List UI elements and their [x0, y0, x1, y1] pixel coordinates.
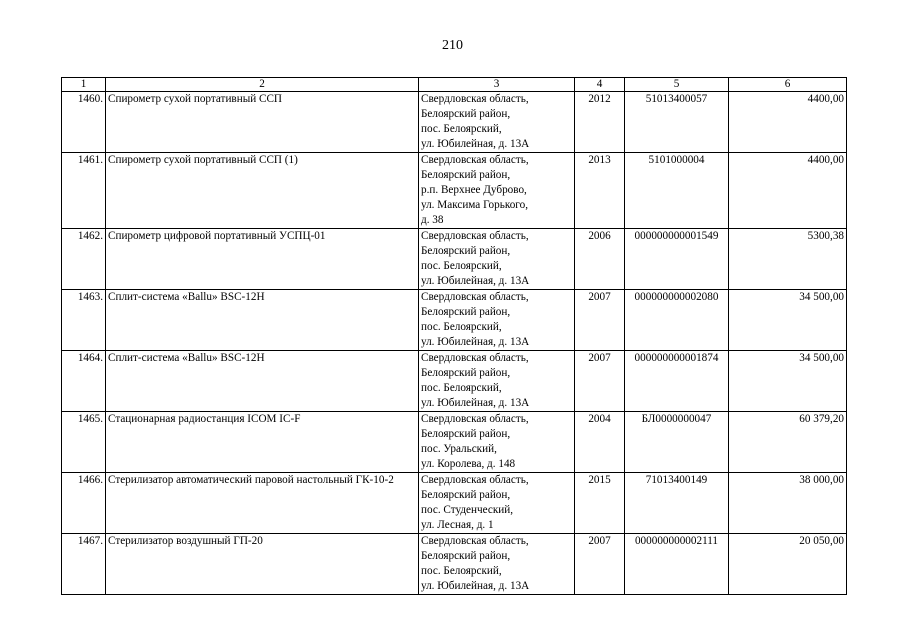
- address-line: пос. Белоярский,: [421, 123, 502, 135]
- item-cost: 4400,00: [729, 153, 847, 229]
- header-cell-1: 1: [62, 78, 106, 92]
- item-name: Стерилизатор воздушный ГП-20: [106, 534, 419, 595]
- item-name: Спирометр сухой портативный ССП: [106, 92, 419, 153]
- item-address: [419, 473, 575, 534]
- item-address: [419, 92, 575, 153]
- item-year: 2013: [575, 153, 625, 229]
- address-line: пос. Белоярский,: [421, 565, 502, 577]
- inventory-number: 5101000004: [625, 153, 729, 229]
- item-address: [419, 351, 575, 412]
- inventory-number: 000000000002111: [625, 534, 729, 595]
- inventory-number: 51013400057: [625, 92, 729, 153]
- item-name: Стационарная радиостанция ICOM IC-F: [106, 412, 419, 473]
- address-line: пос. Студенческий,: [421, 504, 514, 516]
- item-year: 2004: [575, 412, 625, 473]
- address-line: ул. Юбилейная, д. 13А: [421, 580, 530, 592]
- address-line: Свердловская область,: [421, 230, 529, 242]
- item-cost: 5300,38: [729, 229, 847, 290]
- item-cost: 4400,00: [729, 92, 847, 153]
- item-cost: 34 500,00: [729, 290, 847, 351]
- row-number: 1461.: [62, 153, 106, 229]
- table-row: [62, 473, 847, 534]
- row-number: 1460.: [62, 92, 106, 153]
- header-cell-4: 4: [575, 78, 625, 92]
- item-year: 2012: [575, 92, 625, 153]
- address-line: Белоярский район,: [421, 489, 511, 501]
- inventory-number: 000000000001549: [625, 229, 729, 290]
- address-line: пос. Белоярский,: [421, 260, 502, 272]
- address-line: Свердловская область,: [421, 474, 529, 486]
- inventory-number: 71013400149: [625, 473, 729, 534]
- table-row: [62, 290, 847, 351]
- header-cell-5: 5: [625, 78, 729, 92]
- item-name: Спирометр цифровой портативный УСПЦ-01: [106, 229, 419, 290]
- address-line: д. 38: [421, 214, 444, 226]
- address-line: ул. Юбилейная, д. 13А: [421, 336, 530, 348]
- address-line: Свердловская область,: [421, 413, 529, 425]
- item-address: [419, 534, 575, 595]
- item-year: 2007: [575, 351, 625, 412]
- item-year: 2015: [575, 473, 625, 534]
- table-row: [62, 412, 847, 473]
- address-line: Белоярский район,: [421, 108, 511, 120]
- address-line: р.п. Верхнее Дуброво,: [421, 184, 527, 196]
- address-line: Свердловская область,: [421, 352, 529, 364]
- inventory-number: 000000000002080: [625, 290, 729, 351]
- address-line: Свердловская область,: [421, 535, 529, 547]
- address-line: Свердловская область,: [421, 291, 529, 303]
- address-line: пос. Уральский,: [421, 443, 497, 455]
- table-row: [62, 229, 847, 290]
- address-line: Белоярский район,: [421, 306, 511, 318]
- address-line: Белоярский район,: [421, 367, 511, 379]
- address-line: пос. Белоярский,: [421, 382, 502, 394]
- item-address: [419, 412, 575, 473]
- address-line: ул. Юбилейная, д. 13А: [421, 397, 530, 409]
- address-line: ул. Королева, д. 148: [421, 458, 516, 470]
- table-row: [62, 351, 847, 412]
- row-number: 1463.: [62, 290, 106, 351]
- inventory-table: [61, 77, 847, 595]
- item-address: [419, 153, 575, 229]
- row-number: 1466.: [62, 473, 106, 534]
- item-cost: 34 500,00: [729, 351, 847, 412]
- address-line: ул. Юбилейная, д. 13А: [421, 138, 530, 150]
- address-line: Свердловская область,: [421, 93, 529, 105]
- row-number: 1465.: [62, 412, 106, 473]
- item-name: Сплит-система «Ballu» BSC-12H: [106, 290, 419, 351]
- item-cost: 20 050,00: [729, 534, 847, 595]
- table-row: [62, 153, 847, 229]
- header-cell-2: 2: [106, 78, 419, 92]
- address-line: ул. Максима Горького,: [421, 199, 528, 211]
- item-name: Стерилизатор автоматический паровой настольный ГК-10-2: [106, 473, 419, 534]
- header-cell-3: 3: [419, 78, 575, 92]
- item-cost: 38 000,00: [729, 473, 847, 534]
- item-address: [419, 290, 575, 351]
- item-cost: 60 379,20: [729, 412, 847, 473]
- table-row: [62, 92, 847, 153]
- address-line: ул. Юбилейная, д. 13А: [421, 275, 530, 287]
- address-line: ул. Лесная, д. 1: [421, 519, 494, 531]
- item-name: Сплит-система «Ballu» BSC-12H: [106, 351, 419, 412]
- page-number: 210: [442, 38, 463, 53]
- header-cell-6: 6: [729, 78, 847, 92]
- item-address: [419, 229, 575, 290]
- table-row: [62, 534, 847, 595]
- address-line: Белоярский район,: [421, 550, 511, 562]
- item-year: 2006: [575, 229, 625, 290]
- inventory-number: БЛ0000000047: [625, 412, 729, 473]
- address-line: Белоярский район,: [421, 169, 511, 181]
- inventory-number: 000000000001874: [625, 351, 729, 412]
- address-line: Белоярский район,: [421, 428, 511, 440]
- item-year: 2007: [575, 290, 625, 351]
- item-name: Спирометр сухой портативный ССП (1): [106, 153, 419, 229]
- address-line: пос. Белоярский,: [421, 321, 502, 333]
- row-number: 1467.: [62, 534, 106, 595]
- address-line: Белоярский район,: [421, 245, 511, 257]
- row-number: 1464.: [62, 351, 106, 412]
- address-line: Свердловская область,: [421, 154, 529, 166]
- row-number: 1462.: [62, 229, 106, 290]
- item-year: 2007: [575, 534, 625, 595]
- table-header-row: [62, 78, 847, 92]
